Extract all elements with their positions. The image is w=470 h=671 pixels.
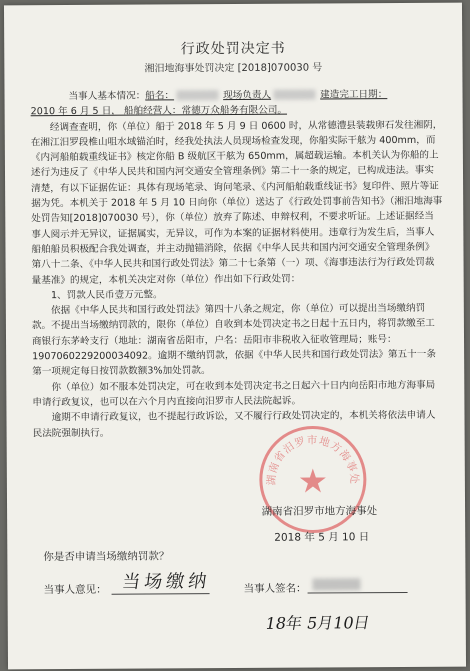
appeal-paragraph: 你（单位）如不服本处罚决定，可在收到本处罚决定书之日起六十日内向岳阳市地方海事局申请行政复议，也可以在六个月内直接向汨罗市人民法院起诉。	[32, 379, 436, 409]
enforcement-paragraph: 逾期不申请行政复议，也不提起行政诉讼，又不履行行政处罚决定的，本机关将依法申请人民法院强制执行。	[32, 410, 436, 439]
issuing-authority: 湖南省汨罗市地方海事处	[261, 505, 378, 518]
party-opinion-label: 当事人意见：	[43, 583, 107, 597]
document-body	[30, 87, 444, 441]
document-page	[4, 3, 466, 670]
document-number: 湘汨地海事处罚决定 [2018]070030 号	[144, 62, 323, 75]
investigation-paragraph: 经调查查明，你（单位）船于 2018 年 5 月 9 日 0600 时，从常德澧县装载卵石发往湘阴，在湘江汨罗段椎山咀水域锚泊时，经我处执法人员现场检查发现，你船实际干舷为 400mm，而《内河船舶载重线证书》核定你船 B 级航区干舷为 650mm，属超载运输。本机关认为你船的上述行为违反了《中华人民共和国内河交通安全管理条例》第二十一条的规定，已构成违法。事实清楚，有以下证据佐证：具体有现场笔录、询问笔录、《内河船舶载重线证书》复印件、照片等证据为凭。本机关于 2018 年 5 月 10 日向你（单位）送达了《行政处罚事前告知书》（湘汨地海事处罚告知[2018]070030 号），你（单位）放弃了陈述、申辩权利，不要求听证。上述证据经当事人阅示并无异议，证据属实，无异议，可作为本案的证据材料使用。违章行为发生后，当事人船舶船员积极配合我处调查，并主动抛锚消除，依据《中华人民共和国内河交通安全管理条例》第八十二条、《中华人民共和国行政处罚法》第二十七条第（一）项、《海事违法行为行政处罚裁量基准》的规定，本机关决定对你（单位）作出如下行政处罚：	[30, 119, 443, 286]
handwritten-opinion: 当场缴纳	[120, 571, 212, 593]
party-info-line1: 当事人基本情况：船名： 现场负责人 建造完工日期：	[68, 89, 388, 103]
official-seal	[257, 423, 370, 536]
decision-date: 2018 年 5 月 10 日	[274, 531, 370, 544]
signature-underline	[308, 592, 408, 594]
party-prefix: 当事人基本情况：	[68, 90, 146, 103]
on-site-payment-question: 你是否申请当场缴纳罚款？	[43, 550, 170, 564]
penalty-item: 1、罚款人民币壹万元整。	[50, 289, 163, 301]
person-in-charge-label: 现场负责人	[223, 89, 272, 102]
ship-name-label: 船名	[145, 90, 165, 102]
redacted-signature	[312, 578, 360, 590]
document-title: 行政处罚决定书	[180, 40, 286, 58]
party-info-line2: 2010 年 6 月 5 日， 船舶经营人：常德万众船务有限公司。	[30, 104, 288, 118]
handwritten-date: 18年 5月10日	[263, 613, 372, 633]
party-signature-label: 当事人签名：	[243, 582, 307, 595]
payment-paragraph: 依据《中华人民共和国行政处罚法》第四十八条之规定，你（单位）可以提出当场缴纳罚款。不提出当场缴纳罚款的，限你（单位）自收到本处罚决定书之日起十五日内，将罚款缴至工商银行东茅岭支行（地址：湖南省岳阳市，户名：岳阳市非税收入征收管理局；账号：1907060229200034092。逾期不缴纳罚款，依据《中华人民共和国行政处罚法》第五十一条第一项规定每日按罚款数额3%加处罚款。	[31, 302, 436, 378]
build-date-label: 建造完工日期：	[320, 89, 388, 101]
redacted-ship-name	[176, 90, 218, 100]
redacted-person-name	[273, 90, 315, 100]
seal-text: 湖南省汨罗市地方海事处	[265, 434, 361, 486]
